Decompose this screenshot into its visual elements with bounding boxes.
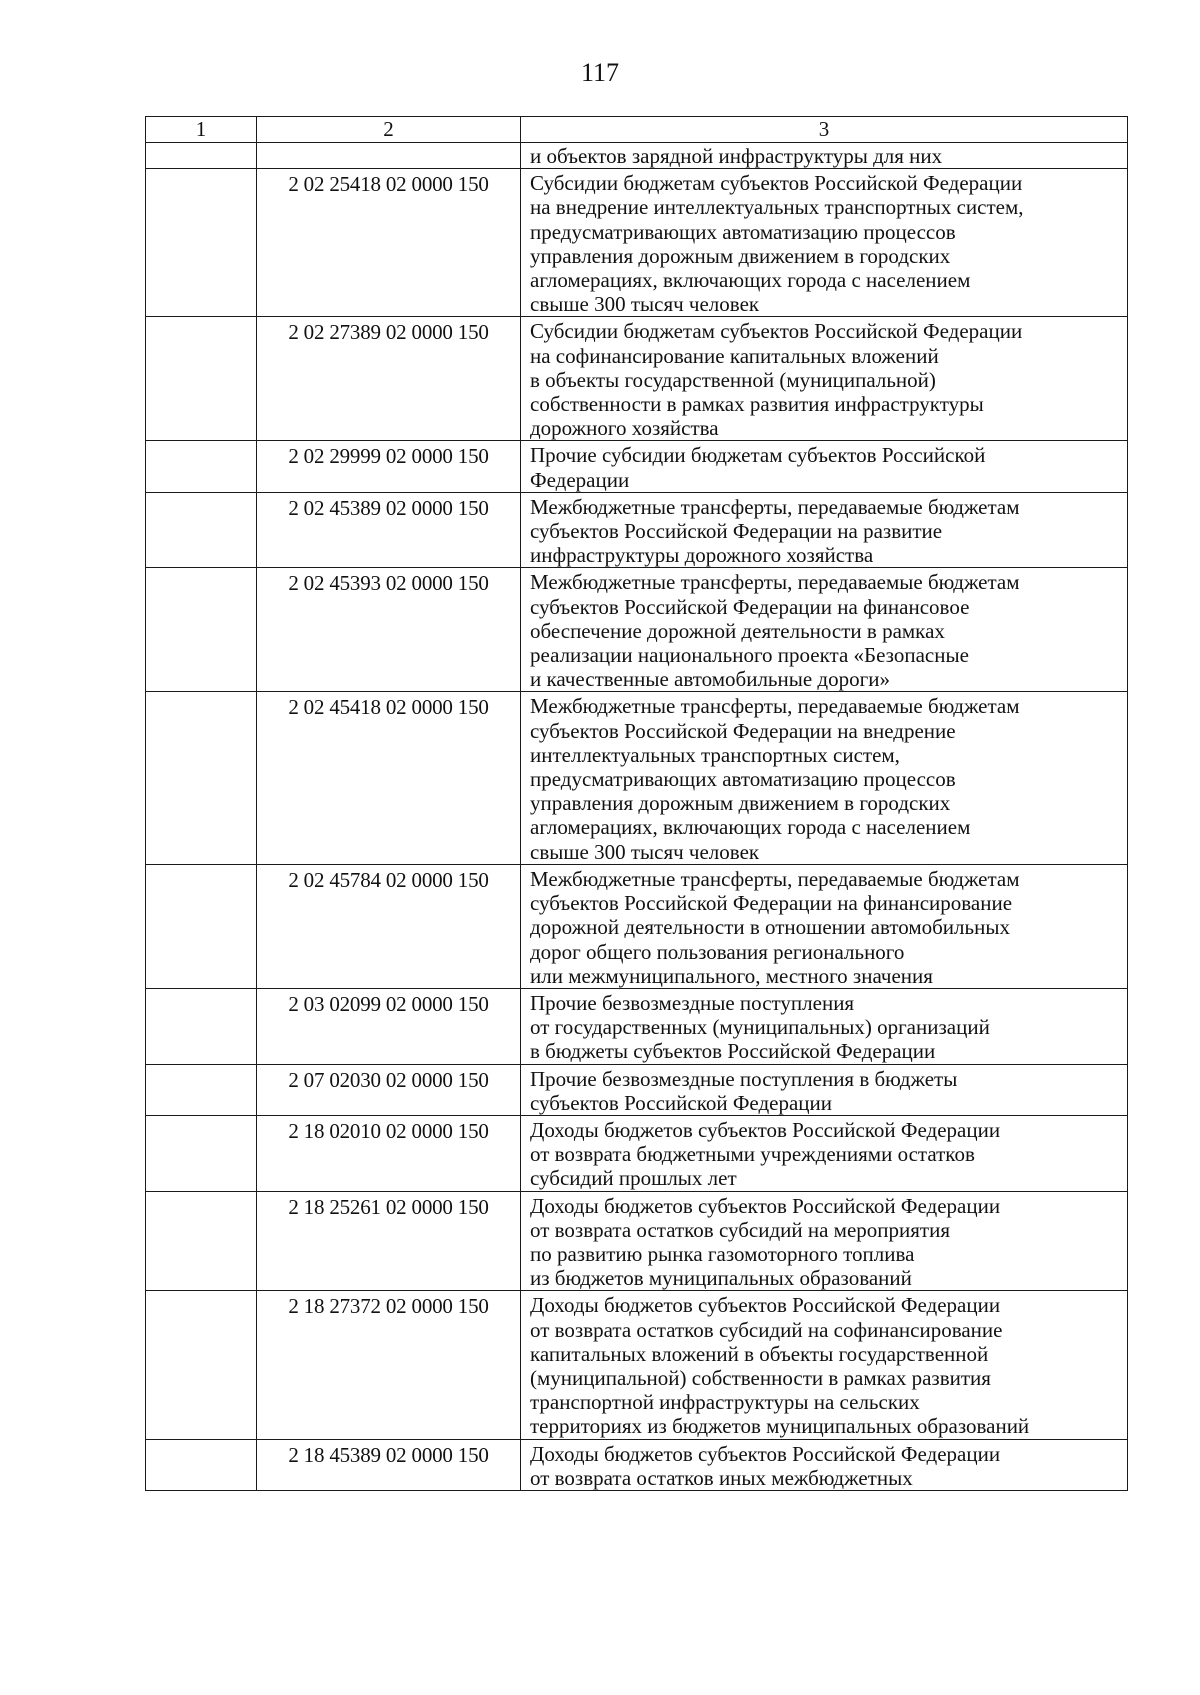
row-number-cell bbox=[146, 864, 257, 988]
income-description-cell bbox=[521, 1064, 1128, 1115]
budget-code-cell: 2 03 02099 02 0000 150 bbox=[257, 988, 521, 1064]
column-header-3: 3 bbox=[521, 117, 1128, 143]
income-description-cell bbox=[521, 692, 1128, 864]
income-description-text: Доходы бюджетов субъектов Российской Федерации от возврата остатков иных межбюджетных bbox=[530, 1441, 1001, 1490]
income-description-text: Субсидии бюджетам субъектов Российской Федерации на софинансирование капитальных вложений в объекты государственной (муниципальной) собственности в рамках развития инфраструктуры дорожного хозяйства bbox=[530, 319, 1023, 441]
budget-code-cell: 2 02 25418 02 0000 150 bbox=[257, 169, 521, 317]
income-description-text: Межбюджетные трансферты, передаваемые бюджетам субъектов Российской Федерации на развитие инфраструктуры дорожного хозяйства bbox=[530, 494, 1020, 568]
row-number-cell bbox=[146, 1191, 257, 1291]
income-description-text: Доходы бюджетов субъектов Российской Федерации от возврата бюджетными учреждениями остатков субсидий прошлых лет bbox=[530, 1117, 1001, 1191]
table-row bbox=[146, 1064, 1128, 1115]
budget-code-cell: 2 02 45418 02 0000 150 bbox=[257, 692, 521, 864]
continuation-row bbox=[146, 143, 1128, 169]
budget-code-cell: 2 02 45393 02 0000 150 bbox=[257, 568, 521, 692]
continuation-description bbox=[521, 143, 1128, 169]
budget-code-cell: 2 02 45389 02 0000 150 bbox=[257, 492, 521, 568]
column-header-2: 2 bbox=[257, 117, 521, 143]
row-number-cell bbox=[146, 1064, 257, 1115]
budget-code-table bbox=[145, 116, 1128, 1491]
income-description-text: Межбюджетные трансферты, передаваемые бюджетам субъектов Российской Федерации на финансовое обеспечение дорожной деятельности в рамках реализации национального проекта «Безопасные и качественные автомобильные дороги» bbox=[530, 570, 1020, 692]
income-description-text: Прочие субсидии бюджетам субъектов Российской Федерации bbox=[530, 443, 986, 492]
row-number-cell bbox=[146, 317, 257, 441]
income-description-cell bbox=[521, 568, 1128, 692]
page-number: 117 bbox=[580, 58, 620, 87]
income-description-cell bbox=[521, 864, 1128, 988]
row-number-cell bbox=[146, 1115, 257, 1191]
income-description-text: Прочие безвозмездные поступления в бюджеты субъектов Российской Федерации bbox=[530, 1066, 958, 1115]
table-row bbox=[146, 692, 1128, 864]
table-row bbox=[146, 441, 1128, 492]
budget-code-cell: 2 02 29999 02 0000 150 bbox=[257, 441, 521, 492]
row-number-cell bbox=[146, 169, 257, 317]
table-row bbox=[146, 169, 1128, 317]
income-description-cell bbox=[521, 1115, 1128, 1191]
column-header-1: 1 bbox=[146, 117, 257, 143]
budget-code-cell: 2 07 02030 02 0000 150 bbox=[257, 1064, 521, 1115]
income-description-text: Прочие безвозмездные поступления от государственных (муниципальных) организаций в бюджеты субъектов Российской Федерации bbox=[530, 990, 990, 1064]
table-row bbox=[146, 317, 1128, 441]
table-row bbox=[146, 568, 1128, 692]
continuation-code-cell bbox=[257, 143, 521, 169]
income-description-cell bbox=[521, 492, 1128, 568]
budget-code-cell: 2 18 45389 02 0000 150 bbox=[257, 1439, 521, 1490]
continuation-text: и объектов зарядной инфраструктуры для них bbox=[530, 144, 943, 168]
row-number-cell bbox=[146, 1439, 257, 1490]
budget-code-cell: 2 18 25261 02 0000 150 bbox=[257, 1191, 521, 1291]
budget-code-cell: 2 02 45784 02 0000 150 bbox=[257, 864, 521, 988]
table-row bbox=[146, 1191, 1128, 1291]
budget-code-cell: 2 18 27372 02 0000 150 bbox=[257, 1291, 521, 1439]
table-header-row bbox=[146, 117, 1128, 143]
table-row bbox=[146, 864, 1128, 988]
table-row bbox=[146, 1115, 1128, 1191]
income-description-text: Доходы бюджетов субъектов Российской Федерации от возврата остатков субсидий на мероприятия по развитию рынка газомоторного топлива из бюджетов муниципальных образований bbox=[530, 1193, 1001, 1291]
income-description-text: Доходы бюджетов субъектов Российской Федерации от возврата остатков субсидий на софинансирование капитальных вложений в объекты государственной (муниципальной) собственности в рамках развития транспортной инфраструктуры на сельских территориях из бюджетов муниципальных образований bbox=[530, 1293, 1030, 1439]
table-body bbox=[146, 117, 1128, 1491]
table-row bbox=[146, 1291, 1128, 1439]
budget-code-cell: 2 02 27389 02 0000 150 bbox=[257, 317, 521, 441]
continuation-empty-cell bbox=[146, 143, 257, 169]
income-description-cell bbox=[521, 988, 1128, 1064]
table-row bbox=[146, 492, 1128, 568]
income-description-text: Межбюджетные трансферты, передаваемые бюджетам субъектов Российской Федерации на финансирование дорожной деятельности в отношении автомобильных дорог общего пользования регионального или межмуниципального, местного значения bbox=[530, 866, 1020, 988]
row-number-cell bbox=[146, 492, 257, 568]
row-number-cell bbox=[146, 568, 257, 692]
income-description-cell bbox=[521, 317, 1128, 441]
row-number-cell bbox=[146, 988, 257, 1064]
income-description-cell bbox=[521, 441, 1128, 492]
income-description-cell bbox=[521, 1291, 1128, 1439]
income-description-text: Субсидии бюджетам субъектов Российской Федерации на внедрение интеллектуальных транспортных систем, предусматривающих автоматизацию процессов управления дорожным движением в городских агломерациях, включающих города с населением свыше 300 тысяч человек bbox=[530, 171, 1024, 317]
budget-code-cell: 2 18 02010 02 0000 150 bbox=[257, 1115, 521, 1191]
income-description-cell bbox=[521, 1439, 1128, 1490]
table-row bbox=[146, 1439, 1128, 1490]
row-number-cell bbox=[146, 692, 257, 864]
row-number-cell bbox=[146, 1291, 257, 1439]
income-description-cell bbox=[521, 1191, 1128, 1291]
income-description-text: Межбюджетные трансферты, передаваемые бюджетам субъектов Российской Федерации на внедрение интеллектуальных транспортных систем, предусматривающих автоматизацию процессов управления дорожным движением в городских агломерациях, включающих города с населением свыше 300 тысяч человек bbox=[530, 694, 1020, 864]
income-description-cell bbox=[521, 169, 1128, 317]
row-number-cell bbox=[146, 441, 257, 492]
table-row bbox=[146, 988, 1128, 1064]
